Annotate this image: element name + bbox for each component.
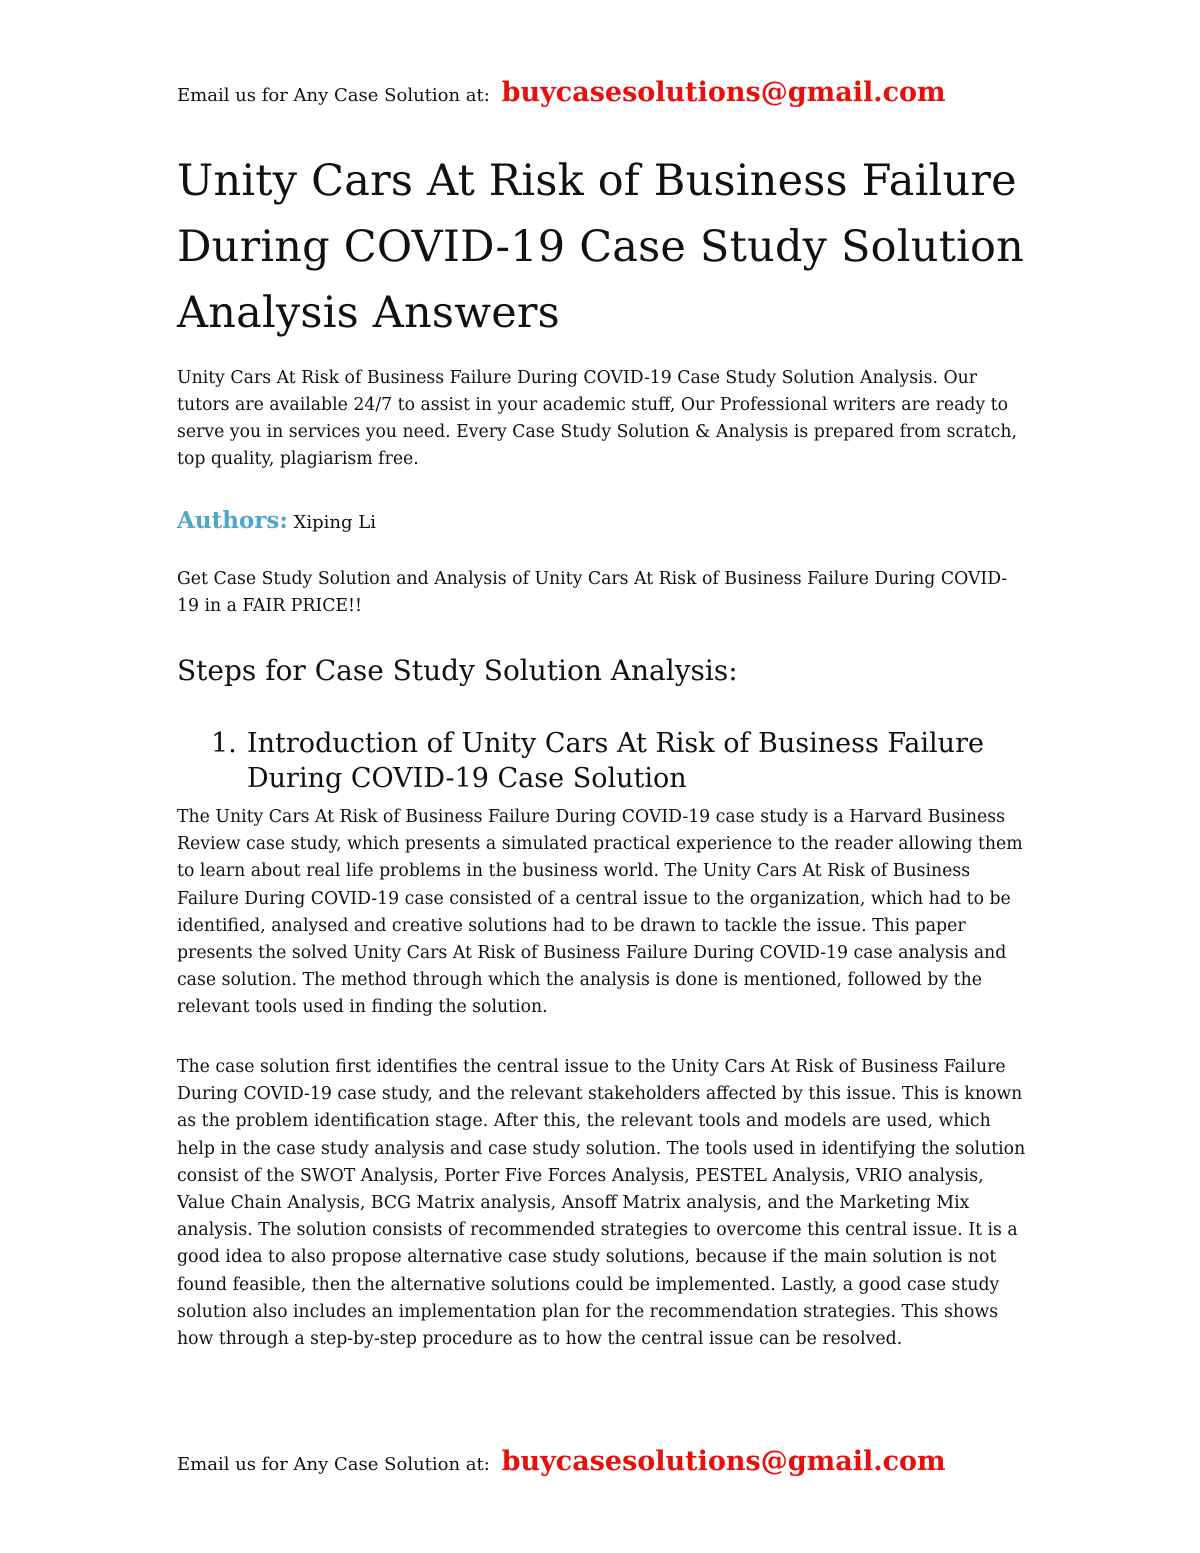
step-item [211,726,1011,796]
body-paragraph: The case solution first identifies the central issue to the Unity Cars At Risk of Business Failure During COVID-19 case study, and the relevant stakeholders affected by this issue. This is known as the problem identification stage. After this, the relevant tools and models are used, which help in the case study analysis and case study solution. The tools used in identifying the solution consist of the SWOT Analysis, Porter Five Forces Analysis, PESTEL Analysis, VRIO analysis, Value Chain Analysis, BCG Matrix analysis, Ansoff Matrix analysis, and the Marketing Mix analysis. The solution consists of recommended strategies to overcome this central issue. It is a good idea to also propose alternative case study solutions, because if the main solution is not found feasible, then the alternative solutions could be implemented. Lastly, a good case study solution also includes an implementation plan for the recommendation strategies. This shows how through a step-by-step procedure as to how the central issue can be resolved. [177,1057,1026,1350]
authors-names: Xiping Li [293,512,376,533]
email-address-link[interactable]: buycasesolutions@gmail.com [501,1446,946,1477]
step-title: Introduction of Unity Cars At Risk of Business Failure During COVID-19 Case Solution [247,728,984,794]
email-banner-label: Email us for Any Case Solution at: [177,1454,490,1475]
email-banner-bottom [177,1447,946,1480]
step-number: 1. [211,728,237,759]
body-paragraph: The Unity Cars At Risk of Business Failure During COVID-19 case study is a Harvard Business Review case study, which presents a simulated practical experience to the reader allowing them to learn about real life problems in the business world. The Unity Cars At Risk of Business Failure During COVID-19 case consisted of a central issue to the organization, which had to be identified, analysed and creative solutions had to be drawn to tackle the issue. This paper presents the solved Unity Cars At Risk of Business Failure During COVID-19 case analysis and case solution. The method through which the analysis is done is mentioned, followed by the relevant tools used in finding the solution. [177,807,1023,1018]
email-banner-top [177,78,946,111]
intro-paragraph: Unity Cars At Risk of Business Failure During COVID-19 Case Study Solution Analysis. Our tutors are available 24/7 to assist in your academic stuff, Our Professional writers are ready to serve you in services you need. Every Case Study Solution & Analysis is prepared from scratch, top quality, plagiarism free. [177,368,1017,469]
authors-line [177,504,376,540]
steps-heading: Steps for Case Study Solution Analysis: [177,654,738,687]
email-address-link[interactable]: buycasesolutions@gmail.com [501,77,946,108]
document-title: Unity Cars At Risk of Business Failure During COVID-19 Case Study Solution Analysis Answers [177,156,1025,338]
authors-label: Authors: [177,507,288,534]
offer-paragraph: Get Case Study Solution and Analysis of Unity Cars At Risk of Business Failure During COVID-19 in a FAIR PRICE!! [177,569,1008,616]
email-banner-label: Email us for Any Case Solution at: [177,85,490,106]
